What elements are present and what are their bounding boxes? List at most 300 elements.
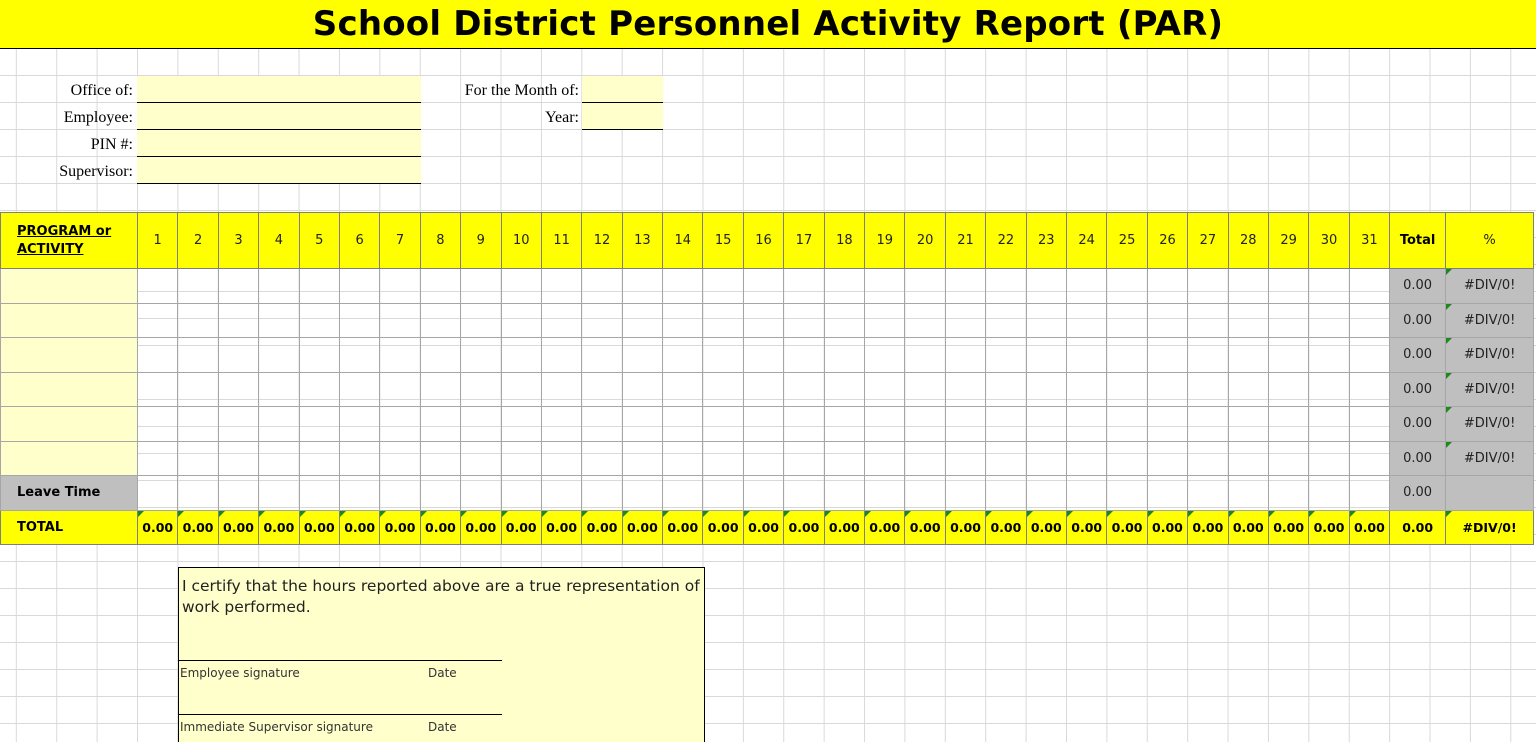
- hours-cell[interactable]: [1147, 338, 1187, 373]
- certification-box: [178, 567, 705, 742]
- day-header-22: 22: [986, 213, 1026, 269]
- hours-cell[interactable]: [1228, 372, 1268, 407]
- hours-cell[interactable]: [380, 372, 420, 407]
- hours-cell[interactable]: [824, 372, 864, 407]
- day-header-3: 3: [218, 213, 258, 269]
- hours-cell[interactable]: [622, 441, 662, 476]
- hours-cell[interactable]: [1066, 338, 1106, 373]
- supervisor-label: Supervisor:: [59, 163, 133, 180]
- office-label: Office of:: [70, 82, 133, 99]
- leave-hours-cell[interactable]: [1228, 476, 1268, 511]
- row-percent-cell: #DIV/0!: [1446, 303, 1534, 338]
- hours-cell[interactable]: [824, 303, 864, 338]
- hours-cell[interactable]: [541, 338, 581, 373]
- leave-hours-cell[interactable]: [905, 476, 945, 511]
- hours-cell[interactable]: [259, 372, 299, 407]
- hours-cell[interactable]: [703, 441, 743, 476]
- hours-cell[interactable]: [986, 441, 1026, 476]
- supervisor-signature-line[interactable]: [179, 714, 502, 715]
- supervisor-signature-label: Immediate Supervisor signature: [180, 720, 373, 734]
- hours-cell[interactable]: [622, 407, 662, 442]
- employee-date-label: Date: [428, 666, 457, 680]
- hours-cell[interactable]: [1147, 407, 1187, 442]
- employee-field[interactable]: [137, 103, 421, 130]
- hours-cell[interactable]: [622, 303, 662, 338]
- hours-cell[interactable]: [339, 372, 379, 407]
- hours-cell[interactable]: [1228, 269, 1268, 304]
- hours-cell[interactable]: [743, 441, 783, 476]
- hours-cell[interactable]: [663, 269, 703, 304]
- leave-hours-cell[interactable]: [420, 476, 460, 511]
- hours-cell[interactable]: [703, 269, 743, 304]
- program-cell[interactable]: [1, 441, 138, 476]
- hours-cell[interactable]: [1026, 372, 1066, 407]
- total-header: Total: [1390, 213, 1446, 269]
- hours-cell[interactable]: [1188, 407, 1228, 442]
- day-total-cell: 0.00: [1268, 510, 1308, 545]
- leave-hours-cell[interactable]: [259, 476, 299, 511]
- hours-cell[interactable]: [299, 338, 339, 373]
- title-bar: [0, 0, 1536, 49]
- hours-cell[interactable]: [784, 269, 824, 304]
- program-cell[interactable]: [1, 303, 138, 338]
- leave-hours-cell[interactable]: [743, 476, 783, 511]
- hours-cell[interactable]: [1268, 338, 1308, 373]
- hours-cell[interactable]: [1188, 372, 1228, 407]
- hours-cell[interactable]: [743, 338, 783, 373]
- day-total-cell: 0.00: [743, 510, 783, 545]
- row-total-cell: 0.00: [1390, 269, 1446, 304]
- table-row: [1, 407, 1534, 442]
- hours-cell[interactable]: [299, 303, 339, 338]
- hours-cell[interactable]: [986, 303, 1026, 338]
- hours-cell[interactable]: [865, 407, 905, 442]
- hours-cell[interactable]: [259, 303, 299, 338]
- total-row-label: TOTAL: [1, 510, 138, 545]
- day-total-cell: 0.00: [461, 510, 501, 545]
- day-header-1: 1: [138, 213, 178, 269]
- hours-cell[interactable]: [299, 372, 339, 407]
- day-total-cell: 0.00: [380, 510, 420, 545]
- hours-cell[interactable]: [1107, 407, 1147, 442]
- hours-cell[interactable]: [501, 269, 541, 304]
- hours-cell[interactable]: [1268, 303, 1308, 338]
- hours-cell[interactable]: [824, 441, 864, 476]
- leave-time-row: [1, 476, 1534, 511]
- hours-cell[interactable]: [905, 269, 945, 304]
- hours-cell[interactable]: [1147, 269, 1187, 304]
- hours-cell[interactable]: [501, 303, 541, 338]
- day-header-25: 25: [1107, 213, 1147, 269]
- hours-cell[interactable]: [1107, 303, 1147, 338]
- hours-cell[interactable]: [1107, 372, 1147, 407]
- day-header-14: 14: [663, 213, 703, 269]
- program-cell[interactable]: [1, 269, 138, 304]
- day-header-29: 29: [1268, 213, 1308, 269]
- hours-cell[interactable]: [663, 407, 703, 442]
- hours-cell[interactable]: [905, 372, 945, 407]
- hours-cell[interactable]: [1026, 303, 1066, 338]
- day-header-5: 5: [299, 213, 339, 269]
- hours-cell[interactable]: [743, 303, 783, 338]
- hours-cell[interactable]: [339, 407, 379, 442]
- office-field[interactable]: [137, 76, 421, 103]
- hours-cell[interactable]: [824, 269, 864, 304]
- hours-cell[interactable]: [1268, 269, 1308, 304]
- hours-cell[interactable]: [1349, 407, 1389, 442]
- hours-cell[interactable]: [299, 269, 339, 304]
- hours-cell[interactable]: [784, 407, 824, 442]
- hours-cell[interactable]: [582, 269, 622, 304]
- hours-cell[interactable]: [380, 303, 420, 338]
- hours-cell[interactable]: [1309, 407, 1349, 442]
- hours-cell[interactable]: [380, 407, 420, 442]
- hours-cell[interactable]: [703, 338, 743, 373]
- leave-hours-cell[interactable]: [1268, 476, 1308, 511]
- hours-cell[interactable]: [824, 338, 864, 373]
- hours-cell[interactable]: [178, 303, 218, 338]
- hours-cell[interactable]: [784, 303, 824, 338]
- day-total-cell: 0.00: [986, 510, 1026, 545]
- leave-hours-cell[interactable]: [622, 476, 662, 511]
- day-total-cell: 0.00: [703, 510, 743, 545]
- hours-cell[interactable]: [1026, 269, 1066, 304]
- leave-hours-cell[interactable]: [1107, 476, 1147, 511]
- hours-cell[interactable]: [218, 303, 258, 338]
- day-total-cell: 0.00: [501, 510, 541, 545]
- hours-cell[interactable]: [622, 372, 662, 407]
- hours-cell[interactable]: [986, 372, 1026, 407]
- day-total-cell: 0.00: [1349, 510, 1389, 545]
- hours-cell[interactable]: [1309, 303, 1349, 338]
- certification-text: I certify that the hours reported above are a true representation of work performed.: [182, 577, 700, 616]
- hours-cell[interactable]: [218, 338, 258, 373]
- hours-cell[interactable]: [420, 338, 460, 373]
- hours-cell[interactable]: [501, 338, 541, 373]
- hours-cell[interactable]: [501, 407, 541, 442]
- leave-hours-cell[interactable]: [1349, 476, 1389, 511]
- hours-cell[interactable]: [986, 338, 1026, 373]
- hours-cell[interactable]: [218, 372, 258, 407]
- employee-label: Employee:: [63, 109, 133, 126]
- leave-hours-cell[interactable]: [824, 476, 864, 511]
- hours-cell[interactable]: [339, 303, 379, 338]
- table-row: [1, 269, 1534, 304]
- leave-percent-cell: [1446, 476, 1534, 511]
- day-header-21: 21: [945, 213, 985, 269]
- hours-cell[interactable]: [1228, 407, 1268, 442]
- hours-cell[interactable]: [339, 338, 379, 373]
- leave-hours-cell[interactable]: [784, 476, 824, 511]
- supervisor-date-label: Date: [428, 720, 457, 734]
- day-header-20: 20: [905, 213, 945, 269]
- leave-hours-cell[interactable]: [1188, 476, 1228, 511]
- day-header-8: 8: [420, 213, 460, 269]
- hours-cell[interactable]: [622, 269, 662, 304]
- hours-cell[interactable]: [501, 441, 541, 476]
- supervisor-field[interactable]: [137, 157, 421, 184]
- hours-cell[interactable]: [945, 338, 985, 373]
- leave-hours-cell[interactable]: [501, 476, 541, 511]
- hours-cell[interactable]: [420, 441, 460, 476]
- hours-cell[interactable]: [784, 338, 824, 373]
- hours-cell[interactable]: [138, 338, 178, 373]
- leave-hours-cell[interactable]: [1066, 476, 1106, 511]
- hours-cell[interactable]: [1349, 269, 1389, 304]
- hours-cell[interactable]: [1228, 441, 1268, 476]
- hours-cell[interactable]: [865, 269, 905, 304]
- hours-cell[interactable]: [218, 269, 258, 304]
- leave-hours-cell[interactable]: [986, 476, 1026, 511]
- day-header-31: 31: [1349, 213, 1389, 269]
- day-total-cell: 0.00: [905, 510, 945, 545]
- day-header-18: 18: [824, 213, 864, 269]
- hours-cell[interactable]: [1349, 372, 1389, 407]
- program-cell[interactable]: [1, 372, 138, 407]
- table-header-row: [1, 213, 1534, 269]
- day-header-9: 9: [461, 213, 501, 269]
- leave-hours-cell[interactable]: [663, 476, 703, 511]
- hours-cell[interactable]: [501, 372, 541, 407]
- hours-cell[interactable]: [138, 372, 178, 407]
- leave-hours-cell[interactable]: [218, 476, 258, 511]
- leave-hours-cell[interactable]: [945, 476, 985, 511]
- hours-cell[interactable]: [905, 441, 945, 476]
- hours-cell[interactable]: [986, 269, 1026, 304]
- year-field[interactable]: [582, 103, 663, 130]
- table-row: [1, 441, 1534, 476]
- hours-cell[interactable]: [1349, 303, 1389, 338]
- day-header-24: 24: [1066, 213, 1106, 269]
- program-activity-header: PROGRAM or ACTIVITY: [1, 213, 138, 269]
- hours-cell[interactable]: [1026, 338, 1066, 373]
- hours-cell[interactable]: [743, 407, 783, 442]
- hours-cell[interactable]: [1309, 441, 1349, 476]
- leave-hours-cell[interactable]: [541, 476, 581, 511]
- hours-cell[interactable]: [663, 441, 703, 476]
- leave-hours-cell[interactable]: [1026, 476, 1066, 511]
- hours-cell[interactable]: [1309, 338, 1349, 373]
- hours-cell[interactable]: [541, 372, 581, 407]
- hours-cell[interactable]: [1268, 407, 1308, 442]
- row-percent-cell: #DIV/0!: [1446, 372, 1534, 407]
- hours-cell[interactable]: [1309, 269, 1349, 304]
- grand-percent-cell: #DIV/0!: [1446, 510, 1534, 545]
- hours-cell[interactable]: [380, 269, 420, 304]
- hours-cell[interactable]: [1188, 338, 1228, 373]
- program-cell[interactable]: [1, 407, 138, 442]
- hours-cell[interactable]: [703, 372, 743, 407]
- hours-cell[interactable]: [905, 407, 945, 442]
- hours-cell[interactable]: [420, 372, 460, 407]
- leave-hours-cell[interactable]: [461, 476, 501, 511]
- hours-cell[interactable]: [703, 407, 743, 442]
- hours-cell[interactable]: [1349, 338, 1389, 373]
- day-total-cell: 0.00: [1107, 510, 1147, 545]
- day-total-cell: 0.00: [582, 510, 622, 545]
- month-label: For the Month of:: [464, 82, 579, 99]
- hours-cell[interactable]: [541, 303, 581, 338]
- hours-cell[interactable]: [1268, 372, 1308, 407]
- hours-cell[interactable]: [380, 441, 420, 476]
- hours-cell[interactable]: [784, 441, 824, 476]
- hours-cell[interactable]: [1026, 407, 1066, 442]
- hours-cell[interactable]: [461, 407, 501, 442]
- program-cell[interactable]: [1, 338, 138, 373]
- hours-cell[interactable]: [1188, 303, 1228, 338]
- hours-cell[interactable]: [622, 338, 662, 373]
- hours-cell[interactable]: [339, 269, 379, 304]
- row-percent-cell: #DIV/0!: [1446, 338, 1534, 373]
- hours-cell[interactable]: [1066, 441, 1106, 476]
- leave-hours-cell[interactable]: [865, 476, 905, 511]
- leave-hours-cell[interactable]: [339, 476, 379, 511]
- hours-cell[interactable]: [461, 441, 501, 476]
- leave-hours-cell[interactable]: [138, 476, 178, 511]
- grand-total-cell: 0.00: [1390, 510, 1446, 545]
- hours-cell[interactable]: [138, 441, 178, 476]
- hours-cell[interactable]: [582, 303, 622, 338]
- hours-cell[interactable]: [582, 441, 622, 476]
- hours-cell[interactable]: [663, 338, 703, 373]
- hours-cell[interactable]: [865, 338, 905, 373]
- hours-cell[interactable]: [339, 441, 379, 476]
- hours-cell[interactable]: [1268, 441, 1308, 476]
- day-total-cell: 0.00: [541, 510, 581, 545]
- hours-cell[interactable]: [259, 407, 299, 442]
- row-percent-cell: #DIV/0!: [1446, 269, 1534, 304]
- hours-cell[interactable]: [1349, 441, 1389, 476]
- row-percent-cell: #DIV/0!: [1446, 407, 1534, 442]
- hours-cell[interactable]: [259, 269, 299, 304]
- leave-hours-cell[interactable]: [703, 476, 743, 511]
- hours-cell[interactable]: [420, 269, 460, 304]
- hours-cell[interactable]: [299, 441, 339, 476]
- hours-cell[interactable]: [138, 407, 178, 442]
- hours-cell[interactable]: [138, 303, 178, 338]
- hours-cell[interactable]: [1066, 269, 1106, 304]
- hours-cell[interactable]: [824, 407, 864, 442]
- hours-cell[interactable]: [945, 303, 985, 338]
- day-header-30: 30: [1309, 213, 1349, 269]
- hours-cell[interactable]: [541, 407, 581, 442]
- hours-cell[interactable]: [1147, 441, 1187, 476]
- hours-cell[interactable]: [1228, 338, 1268, 373]
- hours-cell[interactable]: [259, 338, 299, 373]
- leave-hours-cell[interactable]: [299, 476, 339, 511]
- hours-cell[interactable]: [1147, 303, 1187, 338]
- hours-cell[interactable]: [299, 407, 339, 442]
- hours-cell[interactable]: [905, 338, 945, 373]
- hours-cell[interactable]: [945, 441, 985, 476]
- pin-field[interactable]: [137, 130, 421, 157]
- day-total-cell: 0.00: [824, 510, 864, 545]
- hours-cell[interactable]: [905, 303, 945, 338]
- hours-cell[interactable]: [663, 372, 703, 407]
- total-row: [1, 510, 1534, 545]
- day-total-cell: 0.00: [218, 510, 258, 545]
- day-total-cell: 0.00: [259, 510, 299, 545]
- hours-cell[interactable]: [784, 372, 824, 407]
- day-header-15: 15: [703, 213, 743, 269]
- hours-cell[interactable]: [743, 269, 783, 304]
- hours-cell[interactable]: [1066, 303, 1106, 338]
- hours-cell[interactable]: [1188, 441, 1228, 476]
- hours-cell[interactable]: [865, 441, 905, 476]
- hours-cell[interactable]: [178, 372, 218, 407]
- hours-cell[interactable]: [1309, 372, 1349, 407]
- hours-cell[interactable]: [582, 338, 622, 373]
- hours-cell[interactable]: [178, 407, 218, 442]
- month-field[interactable]: [582, 76, 663, 103]
- hours-cell[interactable]: [945, 269, 985, 304]
- day-total-cell: 0.00: [178, 510, 218, 545]
- hours-cell[interactable]: [865, 303, 905, 338]
- hours-cell[interactable]: [1107, 441, 1147, 476]
- hours-cell[interactable]: [582, 372, 622, 407]
- leave-hours-cell[interactable]: [582, 476, 622, 511]
- hours-cell[interactable]: [461, 269, 501, 304]
- hours-cell[interactable]: [663, 303, 703, 338]
- hours-cell[interactable]: [541, 269, 581, 304]
- day-total-cell: 0.00: [1026, 510, 1066, 545]
- hours-cell[interactable]: [1066, 407, 1106, 442]
- hours-cell[interactable]: [178, 338, 218, 373]
- day-total-cell: 0.00: [1309, 510, 1349, 545]
- hours-cell[interactable]: [1026, 441, 1066, 476]
- hours-cell[interactable]: [461, 303, 501, 338]
- leave-hours-cell[interactable]: [178, 476, 218, 511]
- hours-cell[interactable]: [420, 303, 460, 338]
- hours-cell[interactable]: [865, 372, 905, 407]
- hours-cell[interactable]: [541, 441, 581, 476]
- hours-cell[interactable]: [945, 372, 985, 407]
- hours-cell[interactable]: [986, 407, 1026, 442]
- leave-hours-cell[interactable]: [1147, 476, 1187, 511]
- hours-cell[interactable]: [945, 407, 985, 442]
- hours-cell[interactable]: [138, 269, 178, 304]
- pin-label: PIN #:: [90, 136, 133, 153]
- hours-cell[interactable]: [178, 441, 218, 476]
- table-row: [1, 338, 1534, 373]
- hours-cell[interactable]: [380, 338, 420, 373]
- hours-cell[interactable]: [1228, 303, 1268, 338]
- hours-cell[interactable]: [582, 407, 622, 442]
- hours-cell[interactable]: [1188, 269, 1228, 304]
- hours-cell[interactable]: [743, 372, 783, 407]
- hours-cell[interactable]: [259, 441, 299, 476]
- hours-cell[interactable]: [420, 407, 460, 442]
- employee-signature-line[interactable]: [179, 660, 502, 661]
- hours-cell[interactable]: [1107, 269, 1147, 304]
- hours-cell[interactable]: [703, 303, 743, 338]
- hours-cell[interactable]: [218, 441, 258, 476]
- leave-total-cell: 0.00: [1390, 476, 1446, 511]
- hours-cell[interactable]: [218, 407, 258, 442]
- hours-cell[interactable]: [1066, 372, 1106, 407]
- row-total-cell: 0.00: [1390, 338, 1446, 373]
- hours-cell[interactable]: [461, 372, 501, 407]
- hours-cell[interactable]: [1147, 372, 1187, 407]
- day-header-7: 7: [380, 213, 420, 269]
- hours-cell[interactable]: [1107, 338, 1147, 373]
- hours-cell[interactable]: [178, 269, 218, 304]
- day-total-cell: 0.00: [1066, 510, 1106, 545]
- hours-cell[interactable]: [461, 338, 501, 373]
- leave-hours-cell[interactable]: [380, 476, 420, 511]
- leave-hours-cell[interactable]: [1309, 476, 1349, 511]
- day-header-23: 23: [1026, 213, 1066, 269]
